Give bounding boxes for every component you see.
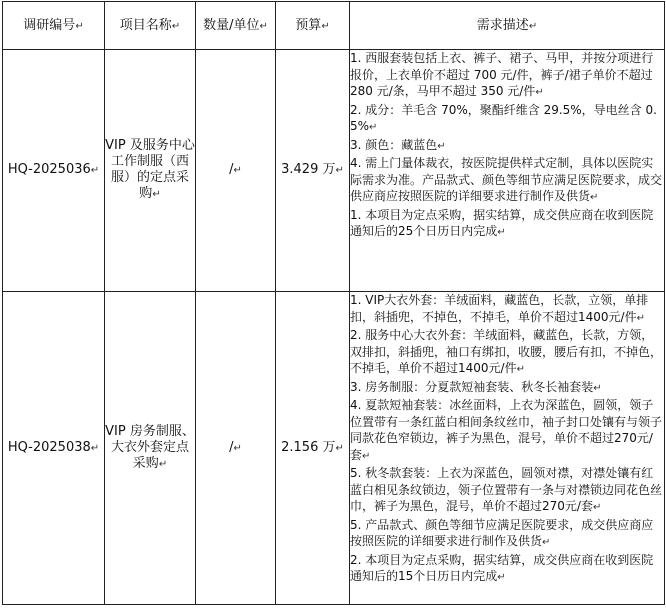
cell-name: VIP 及服务中心工作制服（西服）的定点采购↵ [105,50,196,292]
description-line: 2. 本项目为定点采购，据实结算，成交供应商在收到医院通知后的15个日历日内完成↵ [350,552,654,583]
description-line: 2. 成分：羊毛含 70%，聚酯纤维含 29.5%，导电丝含 0.5%↵ [350,102,657,133]
description-line: 3. 房务制服：分夏款短袖套装、秋冬长袖套装↵ [350,379,602,394]
description-line: 4. 夏款短袖套装：冰丝面料，上衣为深蓝色，圆领，领子位置带有一条红蓝白相间条纹丝巾，袖子封口处镶有与领子同款花色窄锁边，裤子为黑色，混号，单价不超过270元/套↵ [350,398,663,462]
procurement-table [2,1,665,605]
header-desc: 需求描述↵ [350,2,665,50]
description-line: 3. 颜色：藏蓝色↵ [350,137,446,152]
cell-id: HQ-2025038↵ [3,292,105,605]
cell-name: VIP 房务制服、大衣外套定点采购↵ [105,292,196,605]
table-row [3,292,665,605]
cell-description [350,50,665,292]
header-id: 调研编号↵ [3,2,105,50]
cell-budget: 3.429 万↵ [276,50,350,292]
cell-qty: /↵ [196,50,276,292]
description-line: 1. VIP大衣外套：羊绒面料，藏蓝色，长款，立领，单排扣，斜插兜，不掉色，不掉毛，单价不超过1400元/件↵ [350,293,649,324]
description-line: 4. 需上门量体裁衣，按医院提供样式定制，具体以医院实际需求为准。产品款式、颜色等细节应满足医院要求，成交供应商应按照医院的详细要求进行制作及供货↵ [350,156,663,203]
table-row [3,50,665,292]
cell-qty: /↵ [196,292,276,605]
header-budget: 预算↵ [276,2,350,50]
cell-description [350,292,665,605]
cell-id: HQ-2025036↵ [3,50,105,292]
header-name: 项目名称↵ [105,2,196,50]
description-line: 1. 本项目为定点采购，据实结算，成交供应商在收到医院通知后的25个日历日内完成↵ [350,207,654,238]
table-header-row [3,2,665,50]
header-qty: 数量/单位↵ [196,2,276,50]
description-line: 1. 西服套装包括上衣、裤子、裙子、马甲，并按分项进行报价，上衣单价不超过 700 元/件，裤子/裙子单价不超过 280 元/条，马甲不超过 350 元/件↵ [350,51,654,98]
description-line: 2. 服务中心大衣外套：羊绒面料，藏蓝色，长款，方领，双排扣，斜插兜，袖口有绑扣，收腰，腰后有扣，不掉色，不掉毛，单价不超过1400元/件↵ [350,328,663,375]
description-line: 5. 秋冬款套装：上衣为深蓝色，圆领对襟，对襟处镶有红蓝白相见条纹锁边，领子位置带有一条与对襟锁边同花色丝巾，裤子为黑色，混号，单价不超过270元/套↵ [350,466,663,513]
cell-budget: 2.156 万↵ [276,292,350,605]
description-line: 5. 产品款式、颜色等细节应满足医院要求，成交供应商应按照医院的详细要求进行制作及供货↵ [350,517,654,548]
